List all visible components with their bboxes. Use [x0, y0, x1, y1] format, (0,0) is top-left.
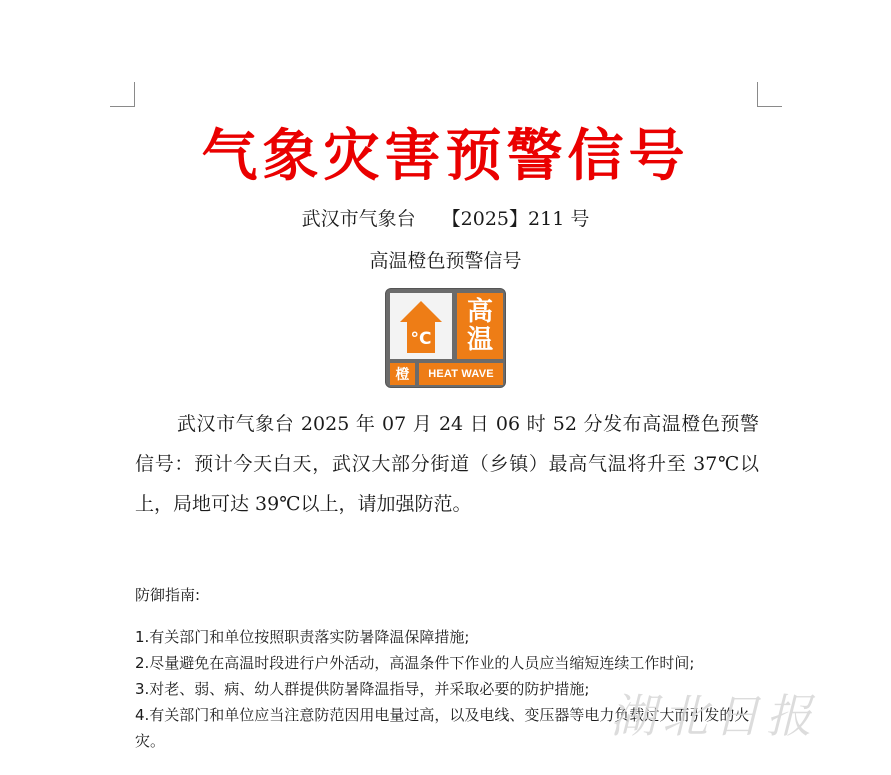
- newspaper-watermark: 湖北日报: [610, 689, 818, 743]
- icon-type-char-2: 温: [466, 325, 493, 355]
- issuer-line: [0, 204, 891, 231]
- heat-wave-warning-icon: [385, 288, 506, 388]
- temp-symbol-text: °C: [410, 329, 432, 349]
- guidance-item: 3.对老、弱、病、幼人群提供防暑降温指导，并采取必要的防护措施;: [135, 680, 590, 698]
- icon-level-badge: 橙: [390, 363, 415, 385]
- icon-house-panel: [390, 293, 452, 359]
- warning-body-text: 武汉市气象台 2025 年 07 月 24 日 06 时 52 分发布高温橙色预警信号：预计今天白天，武汉大部分街道（乡镇）最高气温将升至 37℃以上，局地可达 39℃以上，请加强防范。: [135, 413, 759, 515]
- house-thermometer-icon: [397, 298, 445, 356]
- issuer-number: 【2025】211 号: [441, 208, 590, 230]
- guidance-item: 1.有关部门和单位按照职责落实防暑降温保障措施;: [135, 628, 470, 646]
- document-title: 气象灾害预警信号: [201, 123, 690, 189]
- icon-english-label: HEAT WAVE: [419, 363, 503, 385]
- guidance-title: 防御指南:: [135, 586, 201, 604]
- icon-type-char-1: 高: [466, 297, 493, 327]
- crop-mark-top-right: [757, 82, 782, 107]
- warning-subtitle: 高温橙色预警信号: [369, 250, 522, 272]
- guidance-item: 4.有关部门和单位应当注意防范因用电量过高，以及电线、变压器等电力负载过大而引发的火灾。: [135, 706, 750, 750]
- guidance-item: 2.尽量避免在高温时段进行户外活动，高温条件下作业的人员应当缩短连续工作时间;: [135, 654, 695, 672]
- icon-type-panel: [457, 293, 503, 359]
- issuer-name: 武汉市气象台: [301, 208, 416, 230]
- crop-mark-top-left: [110, 82, 135, 107]
